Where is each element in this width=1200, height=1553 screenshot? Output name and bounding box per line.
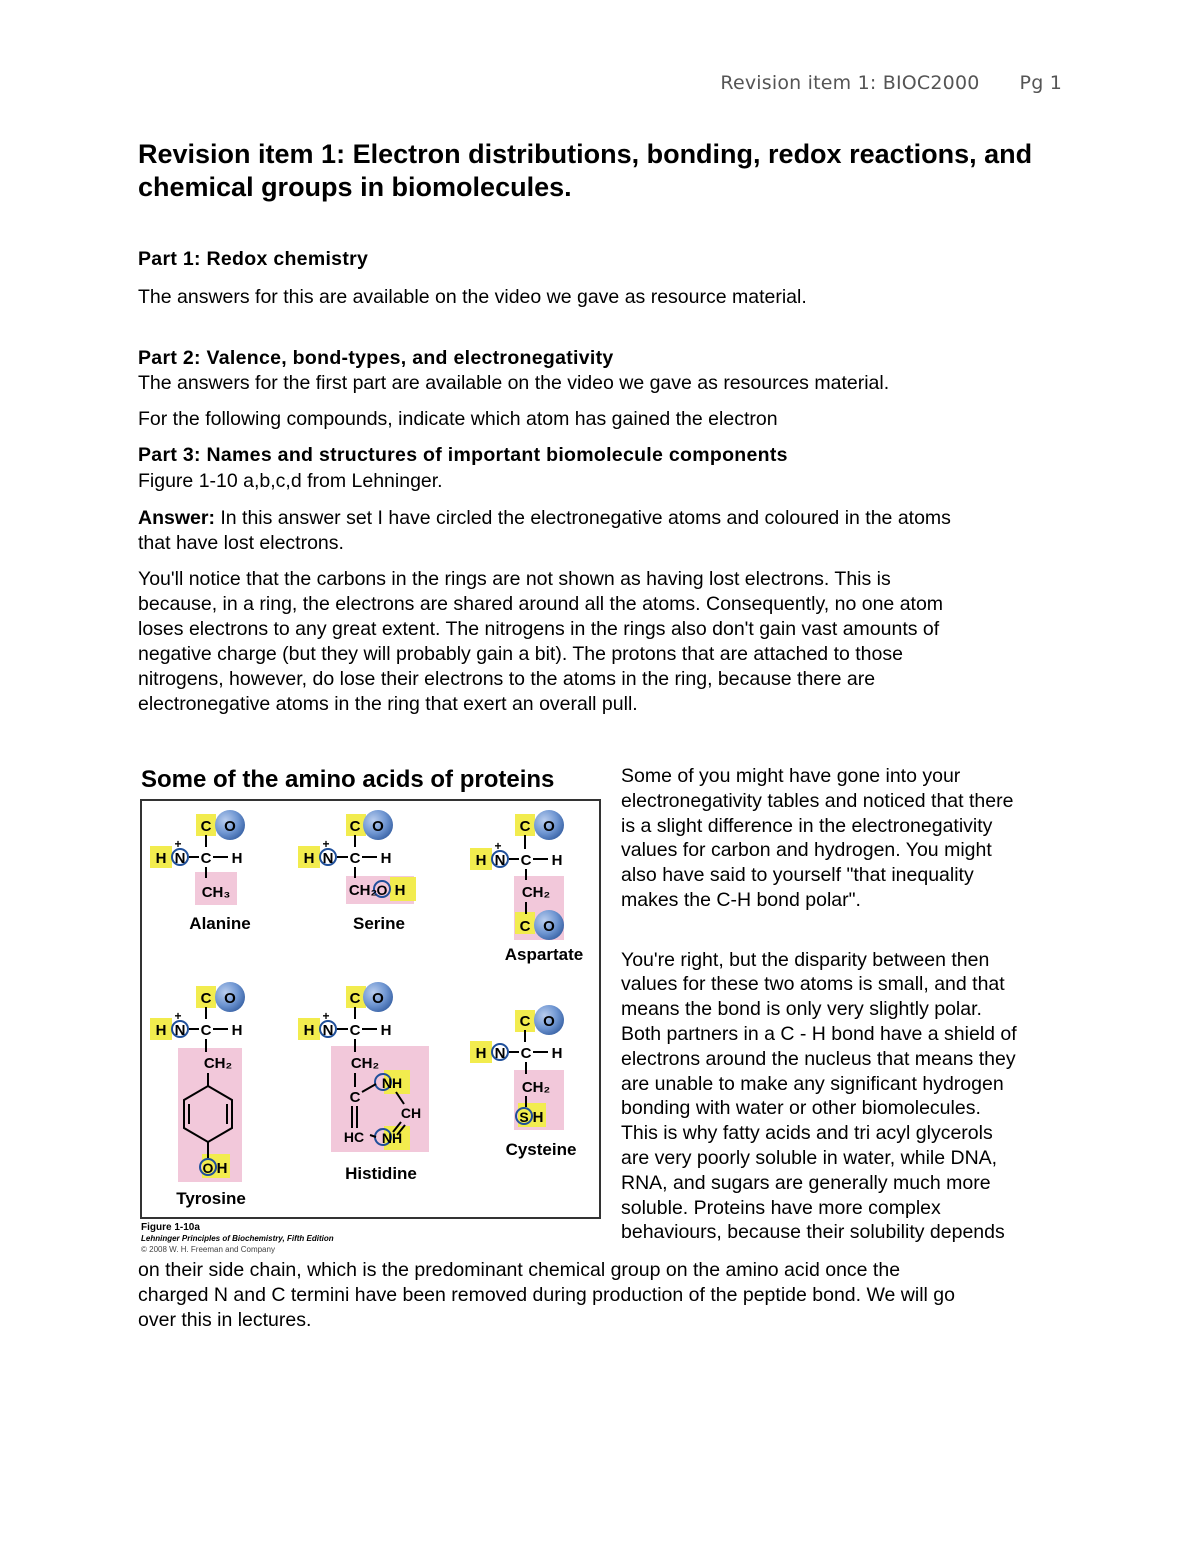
atom-h: H <box>532 1109 544 1126</box>
group-nh: NH <box>381 1075 403 1091</box>
group-ch2: CH₂ <box>521 1079 551 1096</box>
part2-text1: The answers for the first part are available on the video we gave as resources material. <box>138 372 890 394</box>
charge-plus: + <box>322 1009 330 1023</box>
bottom-line: over this in lectures. <box>138 1308 312 1331</box>
atom-h: H <box>303 850 315 867</box>
explanation-line: because, in a ring, the electrons are shared around all the atoms. Consequently, no one atom <box>138 593 944 615</box>
group-ch2: CH₂ <box>203 1055 233 1072</box>
label-tyrosine: Tyrosine <box>176 1189 246 1208</box>
side-line: are very poorly soluble in water, while DNA, <box>621 1146 998 1169</box>
atom-c: C <box>349 990 361 1007</box>
atom-n: N <box>322 850 334 867</box>
atom-h: H <box>551 852 563 869</box>
atom-o: O <box>543 818 555 835</box>
group-ch: CH <box>400 1105 422 1121</box>
part1-text: The answers for this are available on the video we gave as resource material. <box>138 286 807 308</box>
side-line: behaviours, because their solubility depends <box>621 1221 1005 1244</box>
side-line: Both partners in a C - H bond have a shield of <box>621 1022 1017 1045</box>
explanation-line: You'll notice that the carbons in the rings are not shown as having lost electrons. This is <box>138 568 891 590</box>
cysteine-structure <box>470 1005 576 1159</box>
atom-h: H <box>475 1045 487 1062</box>
atom-o: O <box>202 1160 214 1176</box>
side-line: values for these two atoms is small, and that <box>621 973 1005 996</box>
atom-c: C <box>200 850 212 867</box>
atom-o: O <box>543 1013 555 1030</box>
label-aspartate: Aspartate <box>504 945 584 964</box>
explanation-line: nitrogens, however, do lose their electrons to the atoms in the ring, because there are <box>138 668 876 690</box>
atom-o: O <box>372 990 384 1007</box>
atom-n: N <box>174 1022 186 1039</box>
label-alanine: Alanine <box>189 914 251 933</box>
side-line: makes the C-H bond polar". <box>621 888 861 911</box>
atom-h: H <box>231 850 243 867</box>
atom-c: C <box>519 1013 531 1030</box>
page-header <box>720 72 1062 94</box>
amino-acids-figure <box>138 762 608 1257</box>
figure-book: Lehninger Principles of Biochemistry, Fifth Edition <box>141 1234 334 1243</box>
side-line: values for carbon and hydrogen. You might <box>621 839 992 862</box>
amino-acids-svg <box>138 762 608 1257</box>
atom-c: C <box>200 1022 212 1039</box>
part1-heading: Part 1: Redox chemistry <box>138 248 369 270</box>
charge-plus: + <box>322 837 330 851</box>
atom-o: O <box>376 882 388 898</box>
answer-label: Answer: <box>138 507 215 529</box>
figure-reference: Figure 1-10 a,b,c,d from Lehninger. <box>138 470 443 492</box>
group-ch2: CH₂ <box>348 882 378 899</box>
answer-line-2: that have lost electrons. <box>138 532 344 554</box>
atom-c: C <box>200 818 212 835</box>
page-number: Pg 1 <box>1019 72 1062 94</box>
figure-title: Some of the amino acids of proteins <box>141 766 555 793</box>
tyrosine-structure <box>150 982 246 1208</box>
atom-o: O <box>372 818 384 835</box>
atom-n: N <box>174 850 186 867</box>
atom-n: N <box>494 1045 506 1062</box>
atom-c: C <box>349 1022 361 1039</box>
header-title: Revision item 1: BIOC2000 <box>720 72 980 94</box>
atom-o: O <box>224 818 236 835</box>
figure-copyright: © 2008 W. H. Freeman and Company <box>141 1245 275 1254</box>
charge-plus: + <box>494 839 502 853</box>
group-nh: NH <box>381 1130 403 1146</box>
side-line: also have said to yourself "that inequality <box>621 864 974 887</box>
atom-c: C <box>200 990 212 1007</box>
atom-h: H <box>380 1022 392 1039</box>
figure-caption: Figure 1-10a <box>141 1222 200 1233</box>
serine-structure <box>298 810 416 933</box>
atom-c: C <box>349 850 361 867</box>
atom-h: H <box>155 1022 167 1039</box>
atom-c: C <box>349 818 361 835</box>
side-line <box>621 938 1071 948</box>
atom-s: S <box>519 1109 529 1125</box>
group-ch2: CH₂ <box>350 1055 380 1072</box>
charge-plus: + <box>174 1009 182 1023</box>
atom-o: O <box>224 990 236 1007</box>
side-line: Some of you might have gone into your <box>621 765 961 787</box>
alanine-structure <box>150 810 251 933</box>
group-ch2: CH₂ <box>521 884 551 901</box>
side-line: is a slight difference in the electronegativity <box>621 814 993 837</box>
charge-plus: + <box>174 837 182 851</box>
atom-c: C <box>520 852 532 869</box>
bottom-paragraph <box>138 1258 1063 1332</box>
group-ch3: CH₃ <box>201 884 231 901</box>
atom-c: C <box>520 1045 532 1062</box>
side-paragraph <box>621 764 1071 1245</box>
side-line: are unable to make any significant hydrogen <box>621 1072 1004 1095</box>
atom-n: N <box>322 1022 334 1039</box>
side-line: This is why fatty acids and tri acyl glycerols <box>621 1122 993 1145</box>
atom-c: C <box>349 1089 361 1106</box>
label-cysteine: Cysteine <box>505 1140 577 1159</box>
bottom-line: on their side chain, which is the predominant chemical group on the amino acid once the <box>138 1259 901 1281</box>
side-line: electrons around the nucleus that means they <box>621 1047 1016 1070</box>
side-line: soluble. Proteins have more complex <box>621 1196 941 1219</box>
side-line: bonding with water or other biomolecules. <box>621 1097 981 1120</box>
atom-h: H <box>216 1160 228 1177</box>
label-histidine: Histidine <box>345 1164 417 1183</box>
atom-c: C <box>519 918 531 935</box>
explanation-line: electronegative atoms in the ring that exert an overall pull. <box>138 693 638 715</box>
part2-text2: For the following compounds, indicate which atom has gained the electron <box>138 408 778 430</box>
atom-o: O <box>543 918 555 935</box>
explanation-line: negative charge (but they will probably gain a bit). The protons that are attached to those <box>138 643 903 665</box>
label-serine: Serine <box>353 914 405 933</box>
aspartate-structure <box>470 810 583 964</box>
group-hc: HC <box>343 1129 365 1145</box>
atom-h: H <box>155 850 167 867</box>
side-line: electronegativity tables and noticed that there <box>621 789 1014 812</box>
side-line <box>621 913 1071 938</box>
atom-h: H <box>303 1022 315 1039</box>
histidine-structure <box>298 982 429 1183</box>
side-line: means the bond is only very slightly polar. <box>621 998 982 1021</box>
atom-n: N <box>494 852 506 869</box>
atom-h: H <box>231 1022 243 1039</box>
atom-h: H <box>380 850 392 867</box>
explanation-line: loses electrons to any great extent. The nitrogens in the rings also don't gain vast amounts of <box>138 618 940 640</box>
explanation-paragraph <box>138 567 1063 717</box>
atom-h: H <box>394 882 406 899</box>
atom-h: H <box>551 1045 563 1062</box>
part3-heading: Part 3: Names and structures of important biomolecule components <box>138 444 788 466</box>
atom-h: H <box>475 852 487 869</box>
part2-heading: Part 2: Valence, bond-types, and electronegativity <box>138 347 614 369</box>
answer-paragraph <box>138 506 1063 556</box>
side-line: You're right, but the disparity between then <box>621 948 990 971</box>
side-line: RNA, and sugars are generally much more <box>621 1171 991 1194</box>
atom-c: C <box>519 818 531 835</box>
document-title: Revision item 1: Electron distributions, bonding, redox reactions, and chemical groups in biomolecules. <box>138 139 1033 202</box>
answer-line-1: In this answer set I have circled the electronegative atoms and coloured in the atoms <box>214 507 951 529</box>
bottom-line: charged N and C termini have been removed during production of the peptide bond. We will go <box>138 1283 955 1306</box>
